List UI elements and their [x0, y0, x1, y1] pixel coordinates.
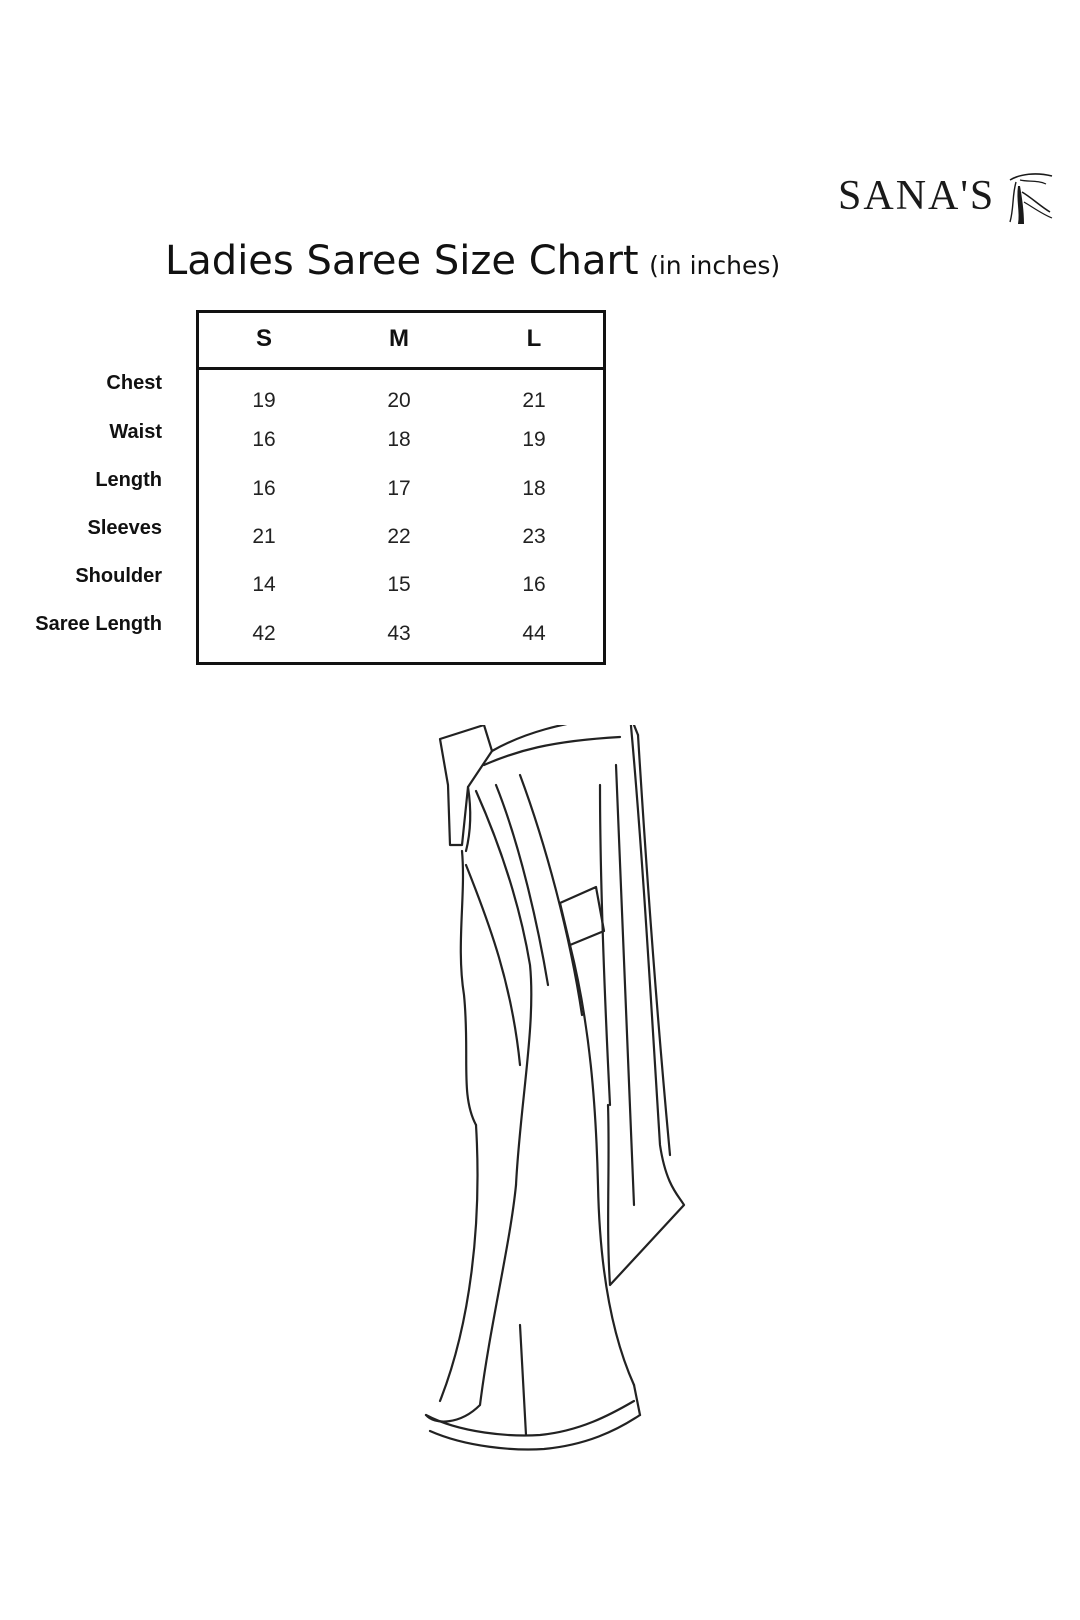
saree-outline-illustration	[420, 725, 720, 1525]
unit-note: (in inches)	[649, 251, 781, 280]
table-cell: 20	[387, 389, 411, 412]
table-cell: 42	[252, 622, 276, 645]
table-cell: 16	[252, 428, 276, 451]
dancing-figure-icon	[1006, 168, 1056, 228]
table-cell: 14	[252, 573, 276, 596]
table-cell: 43	[387, 622, 411, 645]
table-cell: 44	[522, 622, 546, 645]
row-label-waist: Waist	[109, 421, 162, 443]
row-label-sleeves: Sleeves	[87, 517, 162, 539]
column-header-s: S	[255, 325, 272, 352]
row-label-shoulder: Shoulder	[75, 565, 162, 587]
brand-name: SANA'S	[838, 173, 996, 219]
brand-logo	[838, 168, 1058, 228]
header-divider	[199, 367, 603, 370]
column-header-m: M	[389, 325, 409, 352]
table-cell: 18	[387, 428, 411, 451]
table-cell: 19	[252, 389, 276, 412]
table-cell: 18	[522, 477, 546, 500]
table-cell: 23	[522, 525, 546, 548]
page-title: Ladies Saree Size Chart	[165, 238, 639, 284]
table-cell: 21	[522, 389, 546, 412]
table-cell: 16	[522, 573, 546, 596]
chart-title-row	[165, 238, 865, 298]
table-cell: 17	[387, 477, 411, 500]
table-cell: 15	[387, 573, 411, 596]
row-label-saree-length: Saree Length	[35, 613, 162, 635]
row-label-length: Length	[95, 469, 162, 491]
table-cell: 22	[387, 525, 411, 548]
size-table	[196, 310, 606, 665]
table-cell: 16	[252, 477, 276, 500]
column-header-l: L	[526, 325, 542, 352]
table-cell: 19	[522, 428, 546, 451]
row-label-chest: Chest	[106, 372, 162, 394]
table-cell: 21	[252, 525, 276, 548]
